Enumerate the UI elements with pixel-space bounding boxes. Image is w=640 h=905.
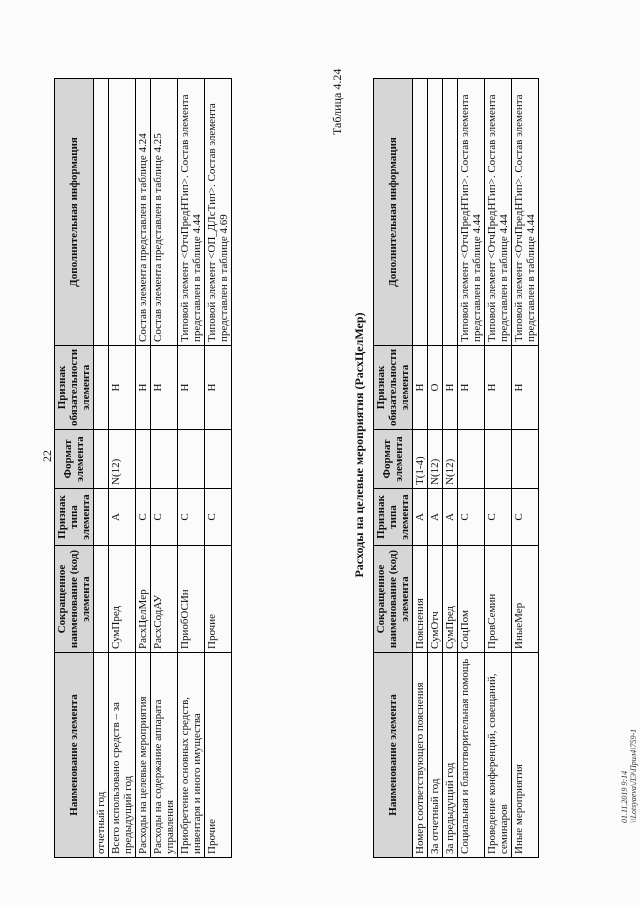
cell-format: N(12) [428, 430, 443, 489]
cell-info: Типовой элемент <ОтчПредНТип>. Состав элемента представлен в таблице 4.44 [485, 79, 512, 346]
cell-required: Н [512, 345, 539, 429]
cell-format: N(12) [109, 430, 136, 489]
cell-code: Пояснения [413, 546, 428, 653]
cell-info: Типовой элемент <ОтчПредНТип>. Состав элемента представлен в таблице 4.44 [458, 79, 485, 346]
cell-info: Типовой элемент <ОтчПредНТип>. Состав элемента представлен в таблице 4.44 [512, 79, 539, 346]
cell-code: РасхСодАУ [151, 546, 178, 653]
cell-code: СоцПом [458, 546, 485, 653]
cell-type: А [109, 489, 136, 546]
header-cell: Сокращенное наименование (код) элемента [55, 546, 94, 653]
cell-type: С [512, 489, 539, 546]
cell-info: Типовой элемент <ОтчПредНТип>. Состав элемента представлен в таблице 4.44 [178, 79, 205, 346]
cell-format [485, 430, 512, 489]
cell-code: ПриобОСИн [178, 546, 205, 653]
cell-name: Всего использовано средств – за предыдущий год [109, 653, 136, 858]
cell-format: N(12) [443, 430, 458, 489]
stamp-path: \\Lotsyaeva\ЛЭ\Прил4\759-1 [629, 728, 638, 823]
cell-required: Н [136, 345, 151, 429]
cell-info [109, 79, 136, 346]
header-cell: Формат элемента [374, 430, 413, 489]
cell-name: Прочие [205, 653, 232, 858]
cell-name: Приобретение основных средств, инвентаря и иного имущества [178, 653, 205, 858]
cell-info: Состав элемента представлен в таблице 4.25 [151, 79, 178, 346]
cell-code: ИныеМер [512, 546, 539, 653]
header-cell: Признак типа элемента [374, 489, 413, 546]
cell-info [94, 79, 109, 346]
cell-info [443, 79, 458, 346]
table-rashcelmer [373, 78, 539, 858]
cell-format [512, 430, 539, 489]
header-cell: Признак обязательности элемента [55, 345, 94, 429]
cell-format [458, 430, 485, 489]
cell-type: С [151, 489, 178, 546]
cell-type: А [413, 489, 428, 546]
print-stamp [620, 729, 638, 823]
table-caption: Таблица 4.24 [330, 68, 344, 135]
cell-code: РасхЦелМер [136, 546, 151, 653]
page-number: 22 [40, 450, 54, 462]
table-row [205, 79, 232, 858]
table-row [151, 79, 178, 858]
header-cell: Дополнительная информация [374, 79, 413, 346]
cell-type: А [428, 489, 443, 546]
cell-code: СумПред [109, 546, 136, 653]
header-cell: Сокращенное наименование (код) элемента [374, 546, 413, 653]
cell-code: ПровСемин [485, 546, 512, 653]
cell-type: С [178, 489, 205, 546]
cell-required: Н [413, 345, 428, 429]
cell-required: Н [458, 345, 485, 429]
table-header-row [374, 79, 413, 858]
table-row [485, 79, 512, 858]
cell-required: Н [178, 345, 205, 429]
cell-format [151, 430, 178, 489]
table-continuation [54, 78, 232, 858]
cell-type: С [485, 489, 512, 546]
header-cell: Наименование элемента [374, 653, 413, 858]
header-cell: Формат элемента [55, 430, 94, 489]
cell-name: Социальная и благотворительная помощь [458, 653, 485, 858]
cell-code: Прочие [205, 546, 232, 653]
cell-name: Номер соответствующего пояснения [413, 653, 428, 858]
cell-type: С [458, 489, 485, 546]
cell-required: Н [151, 345, 178, 429]
table-row [443, 79, 458, 858]
cell-name: Расходы на содержание аппарата управления [151, 653, 178, 858]
table-row [94, 79, 109, 858]
table-row [136, 79, 151, 858]
header-cell: Признак обязательности элемента [374, 345, 413, 429]
cell-type [94, 489, 109, 546]
cell-code: СумОтч [428, 546, 443, 653]
table-header-row [55, 79, 94, 858]
cell-format [178, 430, 205, 489]
cell-info [428, 79, 443, 346]
cell-required: Н [443, 345, 458, 429]
table-row [458, 79, 485, 858]
cell-required [94, 345, 109, 429]
cell-required: Н [109, 345, 136, 429]
cell-format: T(1-4) [413, 430, 428, 489]
cell-code: СумПред [443, 546, 458, 653]
cell-name: За предыдущий год [443, 653, 458, 858]
table-row [178, 79, 205, 858]
cell-required: Н [205, 345, 232, 429]
stamp-date: 01.11.2019 9:14 [620, 770, 629, 823]
cell-name: За отчетный год [428, 653, 443, 858]
table-row [512, 79, 539, 858]
table-row [413, 79, 428, 858]
cell-info [413, 79, 428, 346]
table-row [109, 79, 136, 858]
header-cell: Дополнительная информация [55, 79, 94, 346]
cell-required: О [428, 345, 443, 429]
table-row [428, 79, 443, 858]
cell-format [136, 430, 151, 489]
cell-info: Типовой элемент <ОП_ДЛсТип>. Состав элемента представлен в таблице 4.69 [205, 79, 232, 346]
table-title: Расходы на целевые мероприятия (РасхЦелМер) [352, 312, 366, 578]
cell-name: Проведение конференций, совещаний, семинаров [485, 653, 512, 858]
cell-type: А [443, 489, 458, 546]
cell-required: Н [485, 345, 512, 429]
cell-format [205, 430, 232, 489]
cell-info: Состав элемента представлен в таблице 4.24 [136, 79, 151, 346]
cell-code [94, 546, 109, 653]
cell-name: отчетный год [94, 653, 109, 858]
header-cell: Признак типа элемента [55, 489, 94, 546]
cell-name: Иные мероприятия [512, 653, 539, 858]
header-cell: Наименование элемента [55, 653, 94, 858]
cell-type: С [205, 489, 232, 546]
cell-type: С [136, 489, 151, 546]
cell-name: Расходы на целевые мероприятия [136, 653, 151, 858]
cell-format [94, 430, 109, 489]
